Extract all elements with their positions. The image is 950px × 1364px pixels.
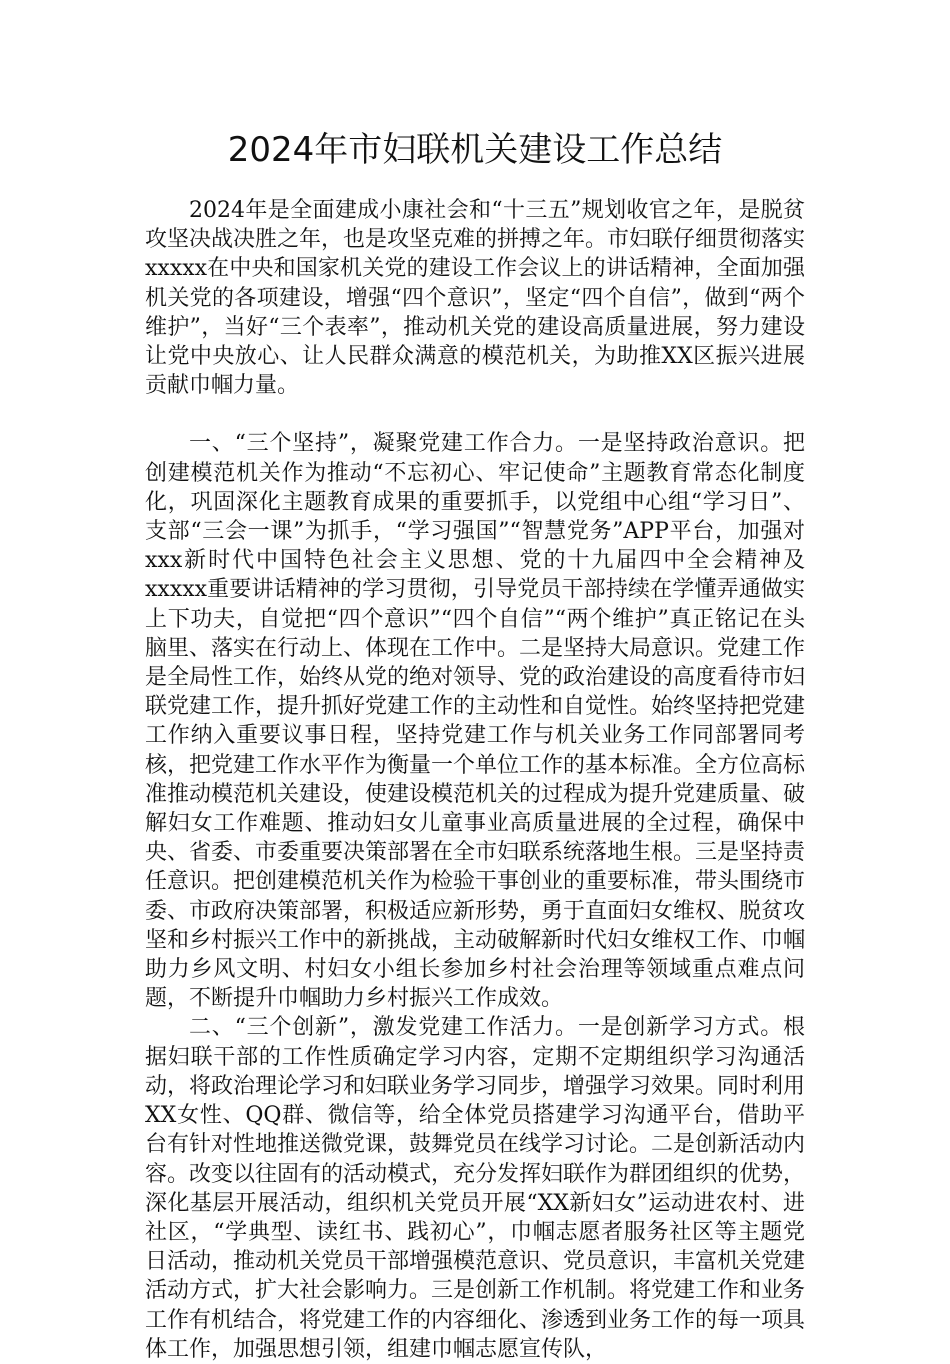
document-title: 2024年市妇联机关建设工作总结 bbox=[227, 130, 723, 170]
paragraph-section-2: 二、“三个创新”，激发党建工作活力。一是创新学习方式。根据妇联干部的工作性质确定学习内容，定期不定期组织学习沟通活动，将政治理论学习和妇联业务学习同步，增强学习效果。同时利用XX女性、QQ群、微信等，给全体党员搭建学习沟通平台，借助平台有针对性地推送微党课，鼓舞党员在线学习讨论。二是创新活动内容。改变以往固有的活动模式，充分发挥妇联作为群团组织的优势，深化基层开展活动，组织机关党员开展“XX新妇女”运动进农村、进社区，“学典型、读红书、践初心”，巾帼志愿者服务社区等主题党日活动，推动机关党员干部增强模范意识、党员意识，丰富机关党建活动方式，扩大社会影响力。三是创新工作机制。将党建工作和业务工作有机结合，将党建工作的内容细化、渗透到业务工作的每一项具体工作，加强思想引领，组建巾帼志愿宣传队， bbox=[145, 1015, 806, 1362]
paragraph-intro: 2024年是全面建成小康社会和“十三五”规划收官之年，是脱贫攻坚决战决胜之年，也是攻坚克难的拼搏之年。市妇联仔细贯彻落实xxxxx在中央和国家机关党的建设工作会议上的讲话精神，全面加强机关党的各项建设，增强“四个意识”，坚定“四个自信”，做到“两个维护”，当好“三个表率”，推动机关党的建设高质量进展，努力建设让党中央放心、让人民群众满意的模范机关，为助推XX区振兴进展贡献巾帼力量。 bbox=[145, 198, 806, 399]
paragraph-section-1: 一、“三个坚持”，凝聚党建工作合力。一是坚持政治意识。把创建模范机关作为推动“不忘初心、牢记使命”主题教育常态化制度化，巩固深化主题教育成果的重要抓手，以党组中心组“学习日”、支部“三会一课”为抓手，“学习强国”“智慧党务”APP平台，加强对xxx新时代中国特色社会主义思想、党的十九届四中全会精神及xxxxx重要讲话精神的学习贯彻，引导党员干部持续在学懂弄通做实上下功夫，自觉把“四个意识”“四个自信”“两个维护”真正铭记在头脑里、落实在行动上、体现在工作中。二是坚持大局意识。党建工作是全局性工作，始终从党的绝对领导、党的政治建设的高度看待市妇联党建工作，提升抓好党建工作的主动性和自觉性。始终坚持把党建工作纳入重要议事日程，坚持党建工作与机关业务工作同部署同考核，把党建工作水平作为衡量一个单位工作的基本标准。全方位高标准推动模范机关建设，使建设模范机关的过程成为提升党建质量、破解妇女工作难题、推动妇女儿童事业高质量进展的全过程，确保中央、省委、市委重要决策部署在全市妇联系统落地生根。三是坚持责任意识。把创建模范机关作为检验干事创业的重要标准，带头围绕市委、市政府决策部署，积极适应新形势，勇于直面妇女维权、脱贫攻坚和乡村振兴工作中的新挑战，主动破解新时代妇女维权工作、巾帼助力乡风文明、村妇女小组长参加乡村社会治理等领域重点难点问题，不断提升巾帼助力乡村振兴工作成效。 bbox=[145, 431, 806, 1012]
document-body bbox=[145, 196, 805, 1364]
